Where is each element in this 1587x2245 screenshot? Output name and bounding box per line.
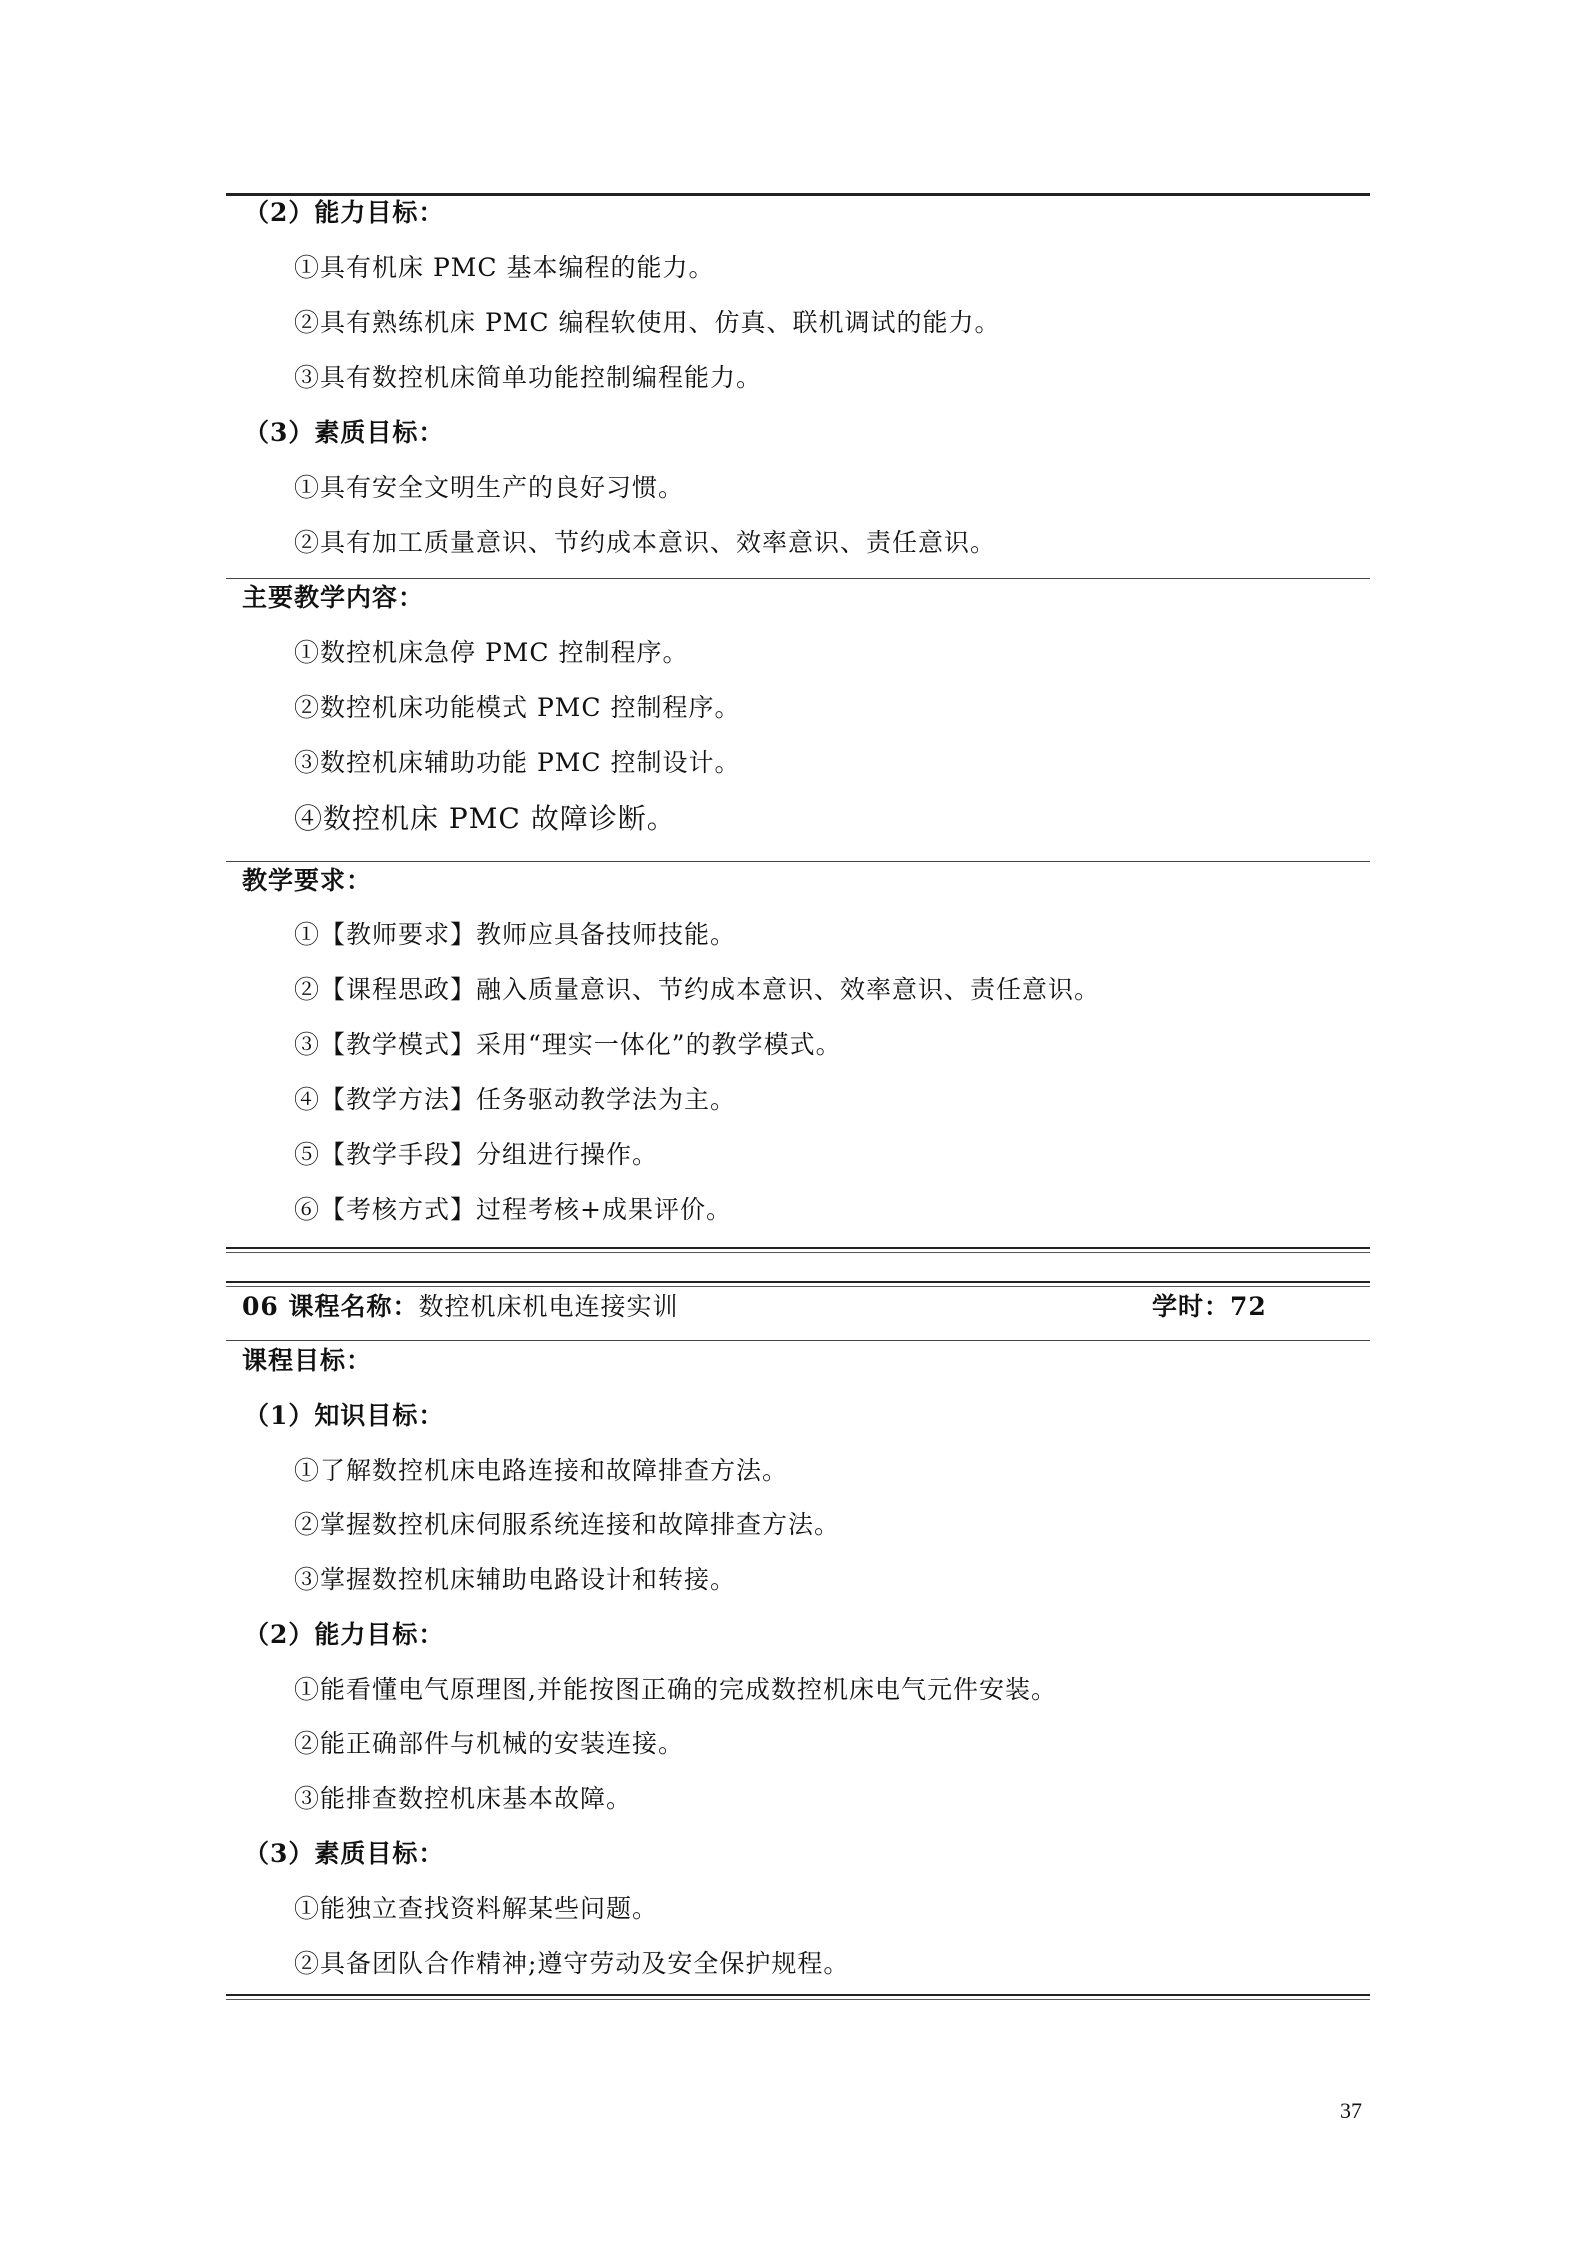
ability-item: ①能看懂电气原理图,并能按图正确的完成数控机床电气元件安装。 [294,1675,1057,1704]
section-divider [226,1340,1370,1341]
requirements-item: ③【教学模式】采用“理实一体化”的教学模式。 [294,1030,842,1059]
quality-item: ②具有加工质量意识、节约成本意识、效率意识、责任意识。 [294,528,997,557]
quality-item: ①具有安全文明生产的良好习惯。 [294,473,685,502]
ability-heading: （2）能力目标： [244,1620,445,1649]
requirements-item: ④【教学方法】任务驱动教学法为主。 [294,1085,737,1114]
requirements-item: ②【课程思政】融入质量意识、节约成本意识、效率意识、责任意识。 [294,975,1101,1004]
content-item: ①数控机床急停 PMC 控制程序。 [294,638,689,667]
ability-item: ②能正确部件与机械的安装连接。 [294,1729,685,1758]
page-number: 37 [1340,2098,1362,2123]
table-bottom-rule [226,1994,1370,2000]
ability-item: ③具有数控机床简单功能控制编程能力。 [294,363,763,392]
knowledge-item: ①了解数控机床电路连接和故障排查方法。 [294,1456,789,1485]
content-item: ③数控机床辅助功能 PMC 控制设计。 [294,748,741,777]
knowledge-item: ②掌握数控机床伺服系统连接和故障排查方法。 [294,1510,841,1539]
course-name: 数控机床机电连接实训 [418,1292,679,1321]
ability-heading: （2）能力目标： [244,198,445,227]
requirements-item: ⑤【教学手段】分组进行操作。 [294,1140,659,1169]
requirements-heading: 教学要求： [242,866,373,895]
section-divider [226,861,1370,862]
ability-item: ③能排查数控机床基本故障。 [294,1784,633,1813]
section-divider [226,578,1370,579]
quality-item: ②具备团队合作精神;遵守劳动及安全保护规程。 [294,1949,850,1978]
course-title [242,1290,679,1324]
course-hours: 学时：72 [1152,1292,1267,1321]
content-item: ②数控机床功能模式 PMC 控制程序。 [294,693,741,722]
goals-heading: 课程目标： [242,1346,373,1375]
ability-item: ②具有熟练机床 PMC 编程软使用、仿真、联机调试的能力。 [294,308,1001,337]
content-heading: 主要教学内容： [242,583,425,612]
requirements-item: ①【教师要求】教师应具备技师技能。 [294,920,737,949]
quality-heading: （3）素质目标： [244,1839,445,1868]
requirements-item: ⑥【考核方式】过程考核+成果评价。 [294,1195,732,1224]
knowledge-item: ③掌握数控机床辅助电路设计和转接。 [294,1565,737,1594]
content-item: ④数控机床 PMC 故障诊断。 [294,802,676,835]
knowledge-heading: （1）知识目标： [244,1401,445,1430]
course-label: 06 课程名称： [242,1292,419,1321]
quality-item: ①能独立查找资料解某些问题。 [294,1894,659,1923]
table-top-rule [226,1281,1370,1287]
quality-heading: （3）素质目标： [244,418,445,447]
table-bottom-rule [226,1247,1370,1253]
ability-item: ①具有机床 PMC 基本编程的能力。 [294,253,715,282]
